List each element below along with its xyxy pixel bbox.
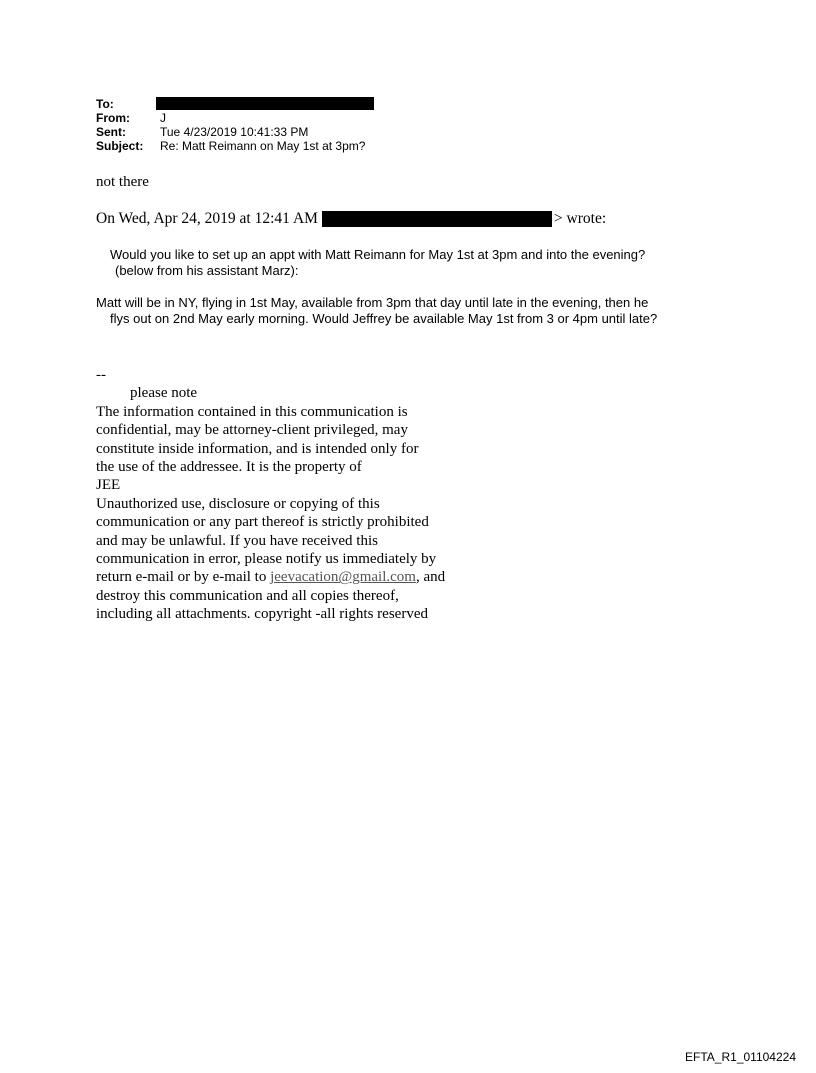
sent-label: Sent: (96, 125, 126, 139)
quote-header-prefix: On Wed, Apr 24, 2019 at 12:41 AM (96, 210, 318, 227)
disclaimer-line: destroy this communication and all copies thereof, (96, 587, 399, 604)
quoted-paragraph-2 (96, 295, 657, 327)
subject-label: Subject: (96, 139, 144, 153)
sent-row (96, 125, 374, 139)
disclaimer-line: constitute inside information, and is intended only for (96, 440, 419, 457)
disclaimer-line: The information contained in this communication is (96, 403, 408, 420)
email-prefix: return e-mail or by e-mail to (96, 569, 271, 586)
document-id: EFTA_R1_01104224 (685, 1050, 796, 1064)
from-value: J (160, 111, 166, 125)
quoted-line: Matt will be in NY, flying in 1st May, available from 3pm that day until late in the evening, then he (96, 295, 649, 310)
disclaimer-line: the use of the addressee. It is the property of (96, 459, 362, 476)
disclaimer-line: including all attachments. copyright -all rights reserved (96, 606, 428, 623)
subject-value: Re: Matt Reimann on May 1st at 3pm? (160, 139, 366, 153)
from-row (96, 111, 374, 125)
quoted-paragraph-1 (110, 247, 645, 279)
email-link[interactable]: jeevacation@gmail.com (270, 569, 416, 586)
email-header (96, 97, 374, 153)
disclaimer-line: communication in error, please notify us immediately by (96, 551, 437, 568)
disclaimer-line: communication or any part thereof is strictly prohibited (96, 514, 429, 531)
disclaimer-line-email (96, 568, 445, 586)
signature-separator: -- (96, 367, 106, 383)
disclaimer-line: JEE (96, 477, 121, 494)
redaction-to (156, 97, 374, 110)
quote-header (96, 210, 606, 228)
quoted-line: flys out on 2nd May early morning. Would Jeffrey be available May 1st from 3 or 4pm until late? (110, 311, 658, 326)
from-label: From: (96, 111, 130, 125)
sent-value: Tue 4/23/2019 10:41:33 PM (160, 125, 309, 139)
subject-row (96, 139, 374, 153)
reply-text: not there (96, 174, 149, 190)
disclaimer-line: Unauthorized use, disclosure or copying of this (96, 495, 380, 512)
to-label: To: (96, 97, 114, 111)
quoted-line: Would you like to set up an appt with Matt Reimann for May 1st at 3pm and into the evening? (110, 247, 646, 262)
disclaimer-line: confidential, may be attorney-client privileged, may (96, 422, 408, 439)
disclaimer-line: and may be unlawful. If you have received this (96, 532, 378, 549)
redaction-sender (322, 211, 552, 227)
quoted-line: (below from his assistant Marz): (115, 263, 299, 278)
email-suffix: , and (415, 569, 446, 586)
to-row (96, 97, 374, 111)
signature-note: please note (130, 385, 198, 402)
quote-header-suffix: > wrote: (553, 210, 607, 227)
signature-disclaimer (96, 366, 445, 624)
